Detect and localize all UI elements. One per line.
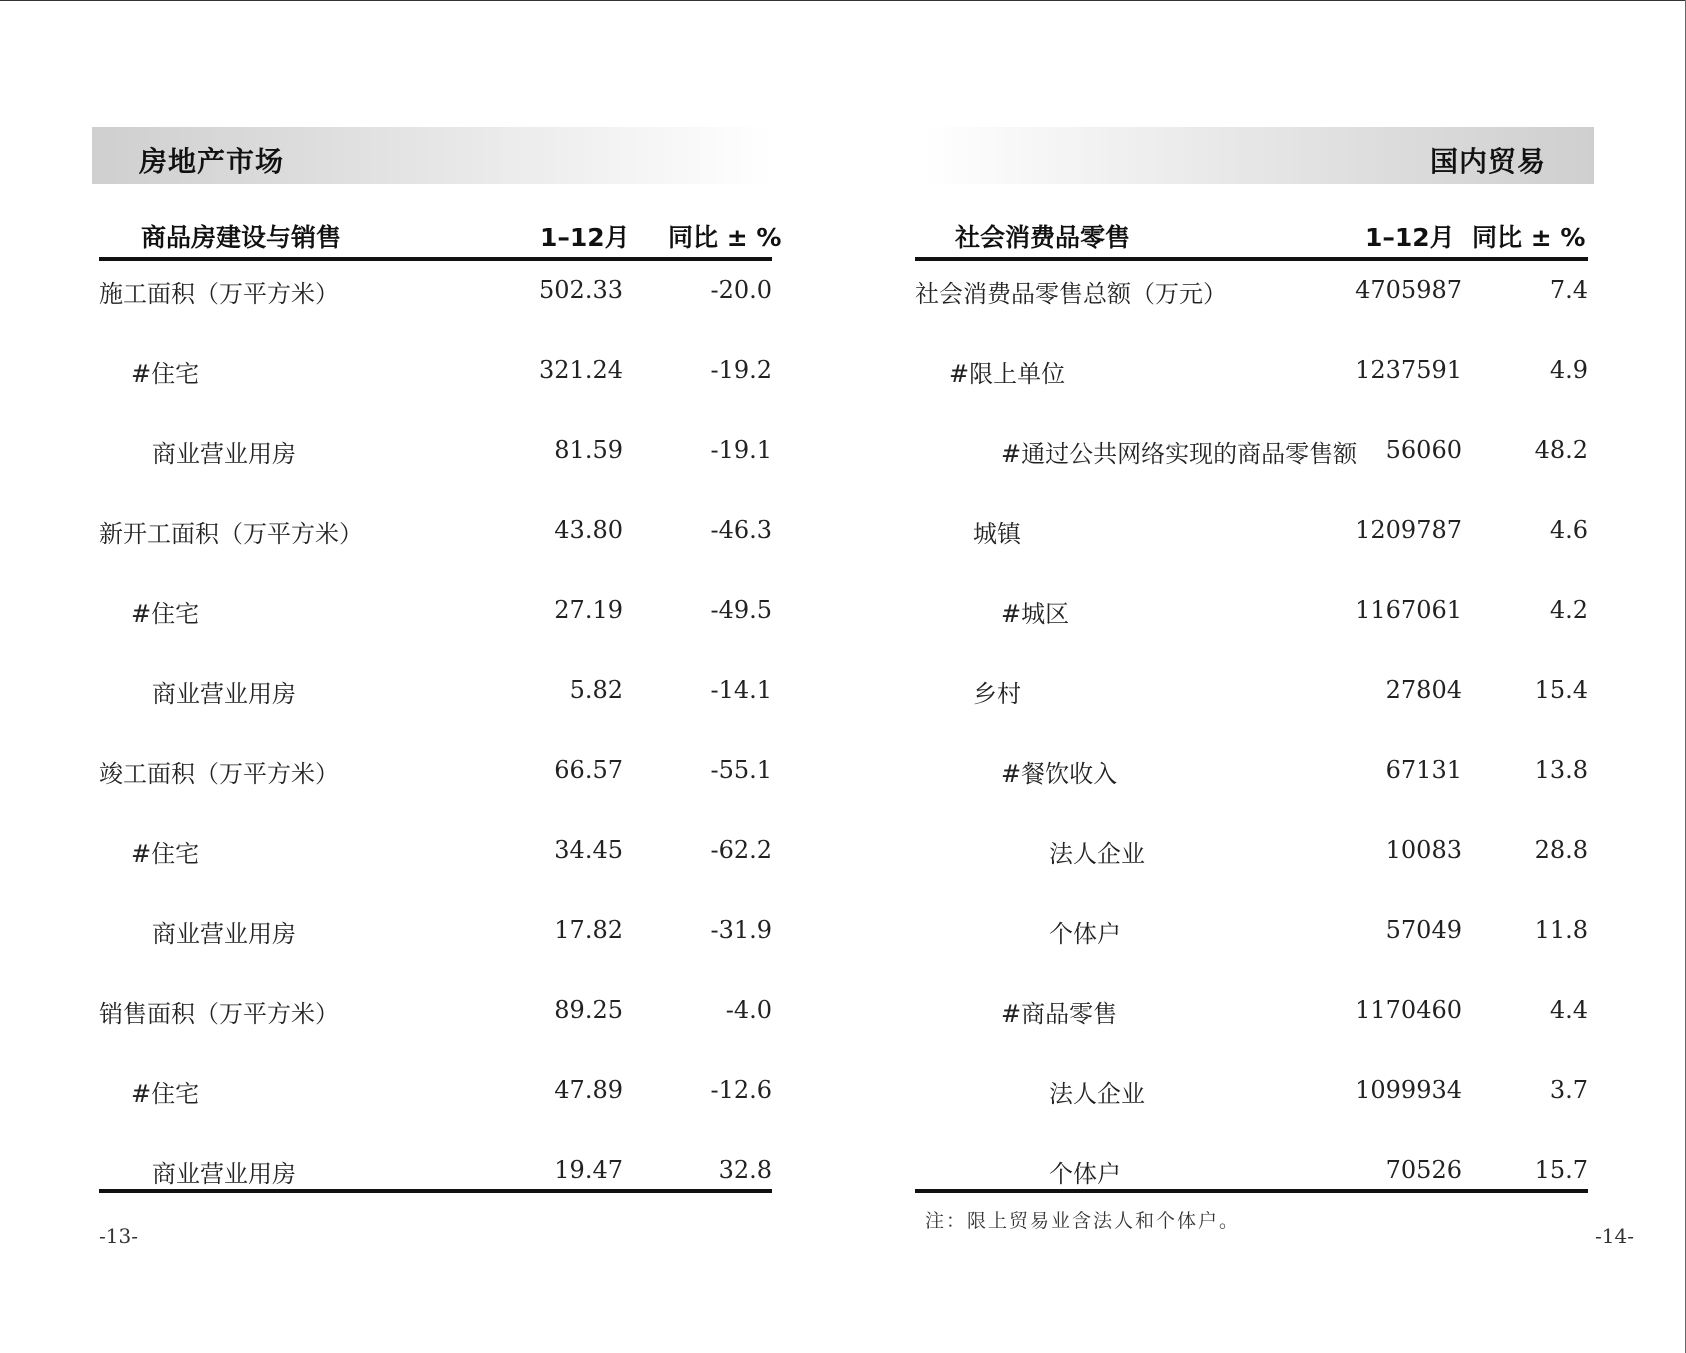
row-yoy: -20.0	[710, 276, 772, 304]
row-label: 商业营业用房	[152, 440, 296, 468]
column-header-item: 社会消费品零售	[955, 223, 1131, 252]
column-header-yoy: 同比 ± %	[668, 223, 782, 252]
row-yoy: -19.1	[710, 436, 772, 464]
row-value: 321.24	[539, 356, 623, 384]
right-page	[843, 0, 1686, 1353]
row-value: 1237591	[1355, 356, 1462, 384]
row-yoy: -46.3	[710, 516, 772, 544]
row-label: #住宅	[131, 600, 200, 628]
row-label: #餐饮收入	[1001, 760, 1118, 788]
row-yoy: -62.2	[710, 836, 772, 864]
table-row	[99, 902, 772, 982]
table-row	[99, 982, 772, 1062]
row-value: 1170460	[1355, 996, 1462, 1024]
row-label: 社会消费品零售总额（万元）	[915, 280, 1227, 308]
row-value: 17.82	[554, 916, 623, 944]
table-row	[915, 422, 1588, 502]
row-label: #商品零售	[1001, 1000, 1118, 1028]
row-value: 81.59	[554, 436, 623, 464]
table-row	[99, 1142, 772, 1222]
table-row	[915, 342, 1588, 422]
row-label: 新开工面积（万平方米）	[99, 520, 363, 548]
row-yoy: 48.2	[1534, 436, 1588, 464]
table-body	[99, 262, 772, 1222]
row-value: 34.45	[554, 836, 623, 864]
row-yoy: -12.6	[710, 1076, 772, 1104]
row-label: 乡村	[973, 680, 1021, 708]
section-title: 国内贸易	[1429, 145, 1546, 178]
row-label: 竣工面积（万平方米）	[99, 760, 339, 788]
column-header-yoy: 同比 ± %	[1472, 223, 1586, 252]
table-row	[915, 982, 1588, 1062]
row-label: 商业营业用房	[152, 920, 296, 948]
table-row	[915, 1062, 1588, 1142]
row-label: #限上单位	[949, 360, 1066, 388]
row-value: 43.80	[554, 516, 623, 544]
row-yoy: -19.2	[710, 356, 772, 384]
row-yoy: 15.4	[1534, 676, 1588, 704]
table-row	[915, 662, 1588, 742]
table-row	[99, 262, 772, 342]
row-value: 70526	[1385, 1156, 1462, 1184]
row-label: 城镇	[973, 520, 1021, 548]
table-row	[915, 262, 1588, 342]
row-value: 56060	[1385, 436, 1462, 464]
row-yoy: 11.8	[1534, 916, 1588, 944]
row-label: #通过公共网络实现的商品零售额	[1001, 440, 1358, 468]
row-yoy: 4.4	[1549, 996, 1588, 1024]
row-yoy: 3.7	[1549, 1076, 1588, 1104]
table-row	[99, 422, 772, 502]
row-label: #住宅	[131, 840, 200, 868]
table-row	[915, 902, 1588, 982]
table-row	[915, 822, 1588, 902]
row-label: 个体户	[1049, 1160, 1121, 1188]
row-yoy: -55.1	[710, 756, 772, 784]
row-value: 4705987	[1355, 276, 1462, 304]
table-header	[915, 217, 1588, 261]
row-yoy: 7.4	[1549, 276, 1588, 304]
page-number: -13-	[99, 1224, 138, 1248]
section-title: 房地产市场	[139, 145, 285, 178]
section-banner	[92, 127, 772, 184]
row-label: #住宅	[131, 1080, 200, 1108]
row-yoy: 13.8	[1534, 756, 1588, 784]
row-value: 502.33	[539, 276, 623, 304]
table-row	[99, 342, 772, 422]
column-header-item: 商品房建设与销售	[141, 223, 342, 252]
table-row	[99, 822, 772, 902]
row-value: 10083	[1385, 836, 1462, 864]
table-row	[99, 502, 772, 582]
row-yoy: 15.7	[1534, 1156, 1588, 1184]
table-row	[99, 582, 772, 662]
row-label: 个体户	[1049, 920, 1121, 948]
row-yoy: -14.1	[710, 676, 772, 704]
row-yoy: 28.8	[1534, 836, 1588, 864]
table-bottom-rule	[915, 1189, 1588, 1193]
page-number: -14-	[1595, 1224, 1634, 1248]
table-body	[915, 262, 1588, 1222]
row-value: 19.47	[554, 1156, 623, 1184]
table-note: 注：限上贸易业含法人和个体户。	[925, 1210, 1241, 1232]
table-row	[99, 742, 772, 822]
row-yoy: 4.6	[1549, 516, 1588, 544]
table-bottom-rule	[99, 1189, 772, 1193]
row-label: 法人企业	[1049, 840, 1145, 868]
row-value: 1167061	[1355, 596, 1462, 624]
row-label: 施工面积（万平方米）	[99, 280, 339, 308]
row-yoy: 4.2	[1549, 596, 1588, 624]
row-value: 5.82	[569, 676, 623, 704]
row-label: 销售面积（万平方米）	[99, 1000, 339, 1028]
table-row	[915, 502, 1588, 582]
table-row	[915, 742, 1588, 822]
table-row	[99, 1062, 772, 1142]
table-header	[99, 217, 782, 261]
row-value: 89.25	[554, 996, 623, 1024]
section-banner	[923, 127, 1594, 184]
row-label: #城区	[1001, 600, 1070, 628]
row-label: #住宅	[131, 360, 200, 388]
row-value: 66.57	[554, 756, 623, 784]
column-header-period: 1–12月	[540, 223, 630, 252]
row-value: 27.19	[554, 596, 623, 624]
row-value: 47.89	[554, 1076, 623, 1104]
row-label: 商业营业用房	[152, 680, 296, 708]
row-value: 27804	[1385, 676, 1462, 704]
row-yoy: 32.8	[718, 1156, 772, 1184]
row-yoy: -31.9	[710, 916, 772, 944]
row-value: 1099934	[1355, 1076, 1462, 1104]
table-row	[915, 582, 1588, 662]
row-value: 67131	[1385, 756, 1462, 784]
row-yoy: -4.0	[725, 996, 772, 1024]
row-yoy: -49.5	[710, 596, 772, 624]
row-value: 57049	[1385, 916, 1462, 944]
row-label: 商业营业用房	[152, 1160, 296, 1188]
row-label: 法人企业	[1049, 1080, 1145, 1108]
column-header-period: 1–12月	[1365, 223, 1455, 252]
table-row	[99, 662, 772, 742]
row-yoy: 4.9	[1549, 356, 1588, 384]
row-value: 1209787	[1355, 516, 1462, 544]
